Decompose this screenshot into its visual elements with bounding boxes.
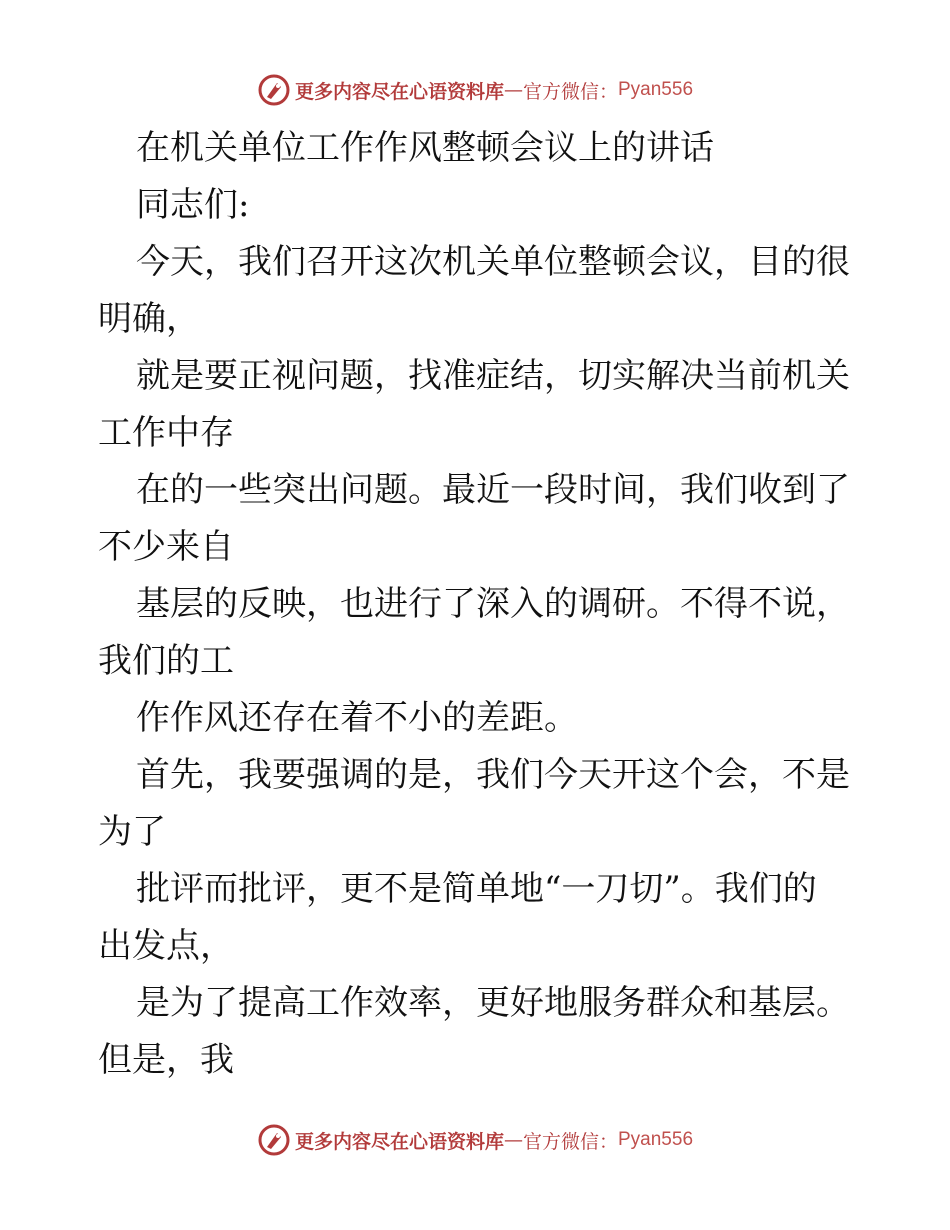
paragraph-line: 批评而批评，更不是简单地“一刀切”。我们的 <box>136 869 817 909</box>
paragraph-line: 但是，我 <box>98 1040 234 1080</box>
paragraph-line: 就是要正视问题，找准症结，切实解决当前机关 <box>136 356 850 396</box>
footer-brand-wechat: 官方微信： <box>522 1130 618 1153</box>
paragraph-line: 出发点， <box>98 926 234 966</box>
paragraph-line: 首先，我要强调的是，我们今天开这个会，不是 <box>136 755 850 795</box>
header-brand-main: 更多内容尽在心语资料库 <box>294 80 504 103</box>
paragraph-line: 是为了提高工作效率，更好地服务群众和基层。 <box>136 983 850 1023</box>
header-brand-separator: — <box>503 79 523 101</box>
paragraph-line: 明确， <box>98 299 200 339</box>
paragraph-line: 在的一些突出问题。最近一段时间，我们收到了 <box>136 470 850 510</box>
paragraph-line: 作作风还存在着不小的差距。 <box>136 698 578 738</box>
footer-banner <box>0 1120 950 1160</box>
speech-body <box>98 120 858 1089</box>
paragraph-line: 今天，我们召开这次机关单位整顿会议，目的很 <box>136 242 850 282</box>
paragraph-line: 工作中存 <box>98 413 234 453</box>
header-banner <box>0 70 950 110</box>
footer-brand-id: Pyan556 <box>618 1129 694 1150</box>
header-brand-wechat: 官方微信： <box>522 80 618 103</box>
speech-title: 在机关单位工作作风整顿会议上的讲话 <box>136 128 714 168</box>
paragraph-line: 不少来自 <box>98 527 234 567</box>
header-brand-id: Pyan556 <box>618 79 694 100</box>
footer-brand-separator: — <box>503 1129 523 1151</box>
pen-nib-logo-icon <box>257 1123 291 1157</box>
paragraph-line: 我们的工 <box>98 641 234 681</box>
paragraph-line: 基层的反映，也进行了深入的调研。不得不说， <box>136 584 850 624</box>
salutation: 同志们: <box>136 185 250 225</box>
paragraph-line: 为了 <box>98 812 166 852</box>
pen-nib-logo-icon <box>257 73 291 107</box>
footer-brand-main: 更多内容尽在心语资料库 <box>294 1130 504 1153</box>
